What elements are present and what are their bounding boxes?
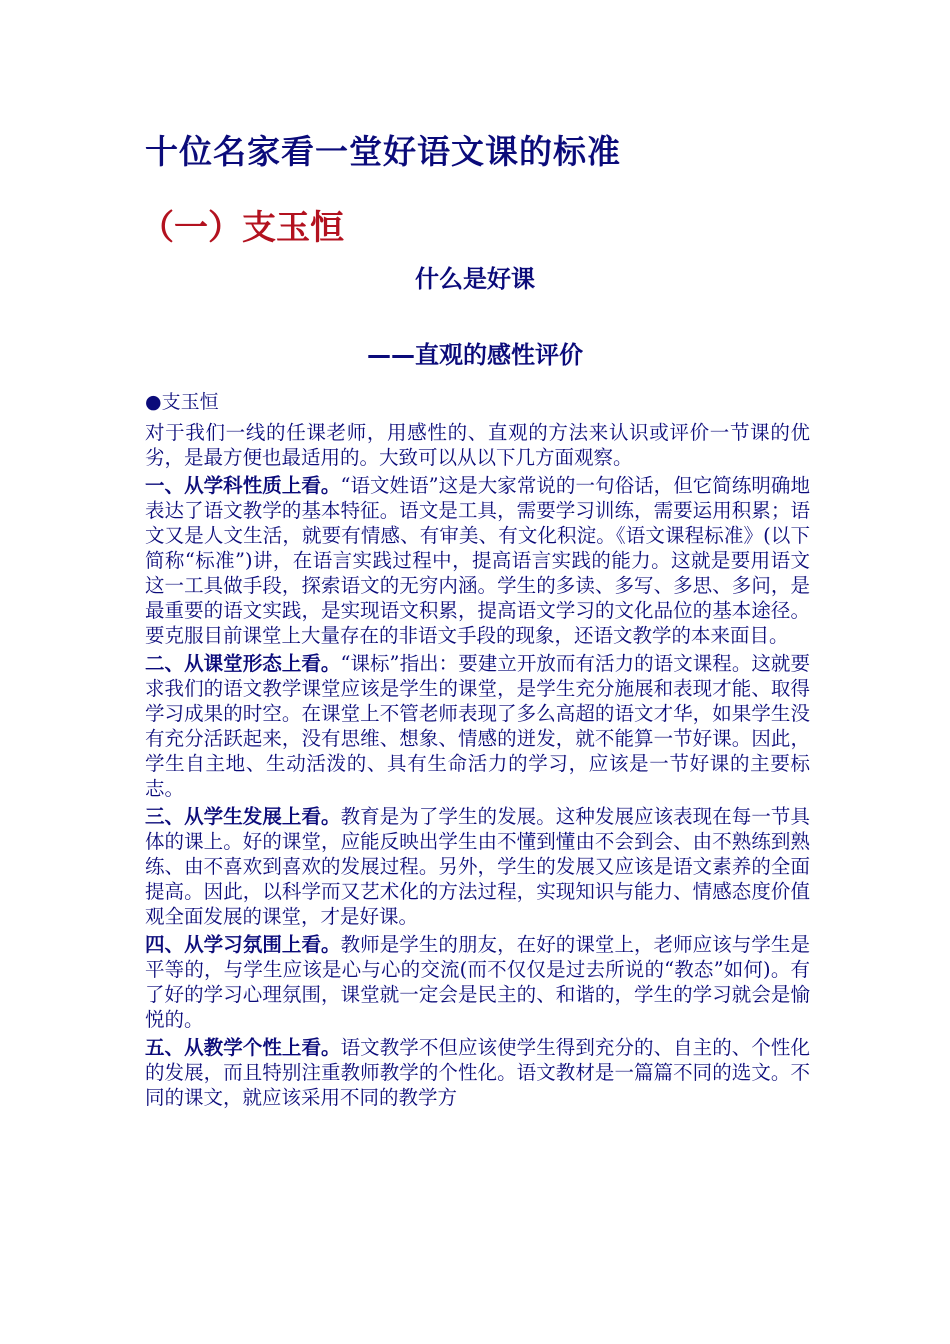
paragraph-point-4 [145,932,810,1032]
section-heading: （一）支玉恒 [140,208,344,248]
paragraph-point-3 [145,804,810,929]
paragraph-point-1 [145,473,810,648]
article-body [145,420,810,1113]
point-text: 教育是为了学生的发展。这种发展应该表现在每一节具体的课上。好的课堂，应能反映出学生由不懂到懂由不会到会、由不熟练到熟练、由不喜欢到喜欢的发展过程。另外，学生的发展又应该是语文素养的全面提高。因此，以科学而又艺术化的方法过程，实现知识与能力、情感态度价值观全面发展的课堂，才是好课。 [145,805,810,928]
paragraph-point-5 [145,1035,810,1110]
point-heading: 四、从学习氛围上看。 [145,933,341,956]
point-heading: 一、从学科性质上看。 [145,474,341,497]
article-subtitle: ——直观的感性评价 [367,341,583,369]
point-text: “语文姓语”这是大家常说的一句俗话，但它简练明确地表达了语文教学的基本特征。语文是工具，需要学习训练，需要运用积累；语文又是人文生活，就要有情感、有审美、有文化积淀。《语文课程标准》(以下简称“标准”)讲，在语言实践过程中，提高语言实践的能力。这就是要用语文这一工具做手段，探索语文的无穷内涵。学生的多读、多写、多思、多问，是最重要的语文实践，是实现语文积累，提高语文学习的文化品位的基本途径。要克服目前课堂上大量存在的非语文手段的现象，还语文教学的本来面目。 [145,474,810,647]
paragraph-point-2 [145,651,810,801]
document-title: 十位名家看一堂好语文课的标准 [145,132,621,171]
author-line: ●支玉恒 [145,391,219,413]
point-heading: 五、从教学个性上看。 [145,1036,341,1059]
point-text: 语文教学不但应该使学生得到充分的、自主的、个性化的发展，而且特别注重教师教学的个性化。语文教材是一篇篇不同的选文。不同的课文，就应该采用不同的教学方 [145,1036,810,1109]
point-heading: 三、从学生发展上看。 [145,805,341,828]
article-title: 什么是好课 [415,265,535,293]
point-text: 教师是学生的朋友，在好的课堂上，老师应该与学生是平等的，与学生应该是心与心的交流(而不仅仅是过去所说的“教态”如何)。有了好的学习心理氛围，课堂就一定会是民主的、和谐的，学生的学习就会是愉悦的。 [145,933,810,1031]
point-heading: 二、从课堂形态上看。 [145,652,341,675]
point-text: “课标”指出：要建立开放而有活力的语文课程。这就要求我们的语文教学课堂应该是学生的课堂，是学生充分施展和表现才能、取得学习成果的时空。在课堂上不管老师表现了多么高超的语文才华，如果学生没有充分活跃起来，没有思维、想象、情感的迸发，就不能算一节好课。因此，学生自主地、生动活泼的、具有生命活力的学习，应该是一节好课的主要标志。 [145,652,810,800]
intro-paragraph: 对于我们一线的任课老师，用感性的、直观的方法来认识或评价一节课的优劣，是最方便也最适用的。大致可以从以下几方面观察。 [145,421,810,469]
